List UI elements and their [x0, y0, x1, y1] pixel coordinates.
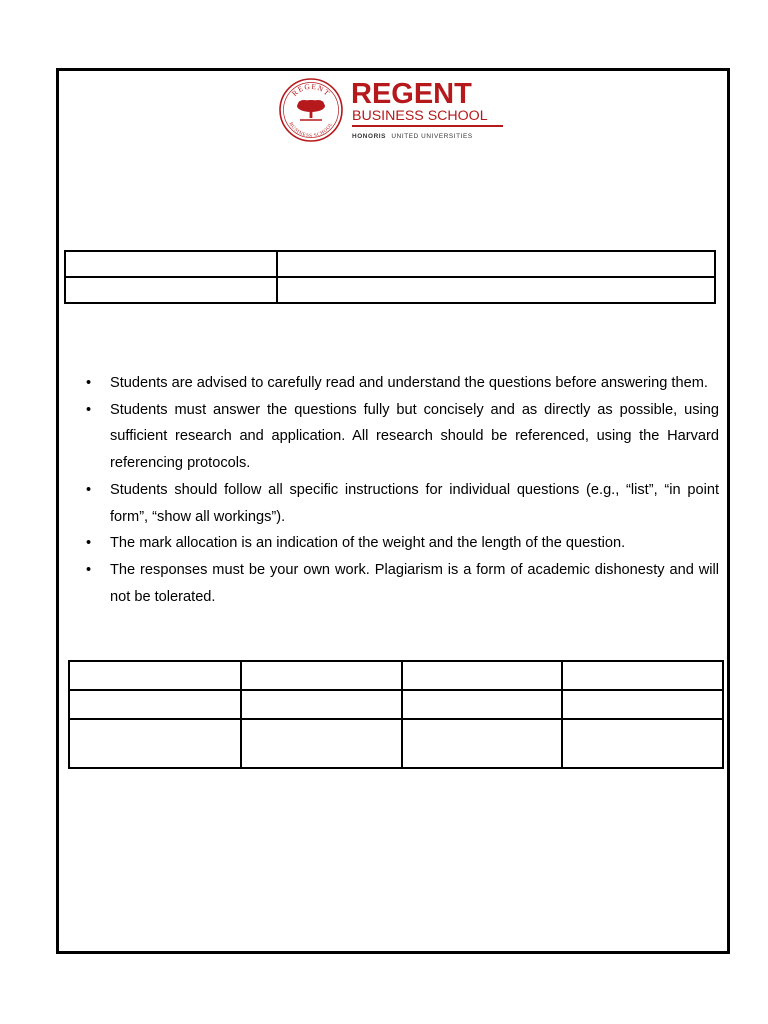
seal-bottom-text: BUSINESS SCHOOL — [287, 121, 335, 140]
table-row — [69, 661, 723, 690]
table-cell — [562, 661, 723, 690]
svg-text:REGENT — [290, 82, 332, 98]
list-item — [82, 477, 719, 530]
table-row — [65, 277, 715, 303]
instruction-text: The responses must be your own work. Plagiarism is a form of academic dishonesty and will not be tolerated. — [110, 561, 719, 605]
table-cell — [241, 690, 402, 719]
seal-top-text: REGENT — [289, 81, 333, 98]
regent-wordmark — [351, 77, 508, 143]
regent-business-school-logo — [278, 77, 508, 143]
table-cell — [277, 277, 715, 303]
marks-table — [68, 660, 724, 769]
bullet-icon: • — [86, 561, 92, 578]
table-cell — [65, 251, 277, 277]
table-cell — [241, 719, 402, 768]
list-item — [82, 557, 719, 610]
instruction-text: Students are advised to carefully read and understand the questions before answering them. — [110, 375, 708, 391]
logo-tagline-rest: UNITED UNIVERSITIES — [391, 133, 473, 140]
logo-tagline-bold: HONORIS — [352, 133, 387, 140]
table-cell — [277, 251, 715, 277]
logo-name-line1: REGENT — [351, 78, 472, 110]
table-cell — [69, 719, 241, 768]
logo-name-line2: BUSINESS SCHOOL — [352, 108, 488, 124]
logo-divider — [352, 125, 503, 127]
logo-tagline — [352, 133, 473, 140]
table-cell — [69, 690, 241, 719]
instruction-text: Students must answer the questions fully but concisely and as directly as possible, using sufficient research and application. All research should be referenced, using the Harvard referencing protocols. — [110, 401, 719, 472]
instruction-text: The mark allocation is an indication of the weight and the length of the question. — [110, 535, 626, 552]
bullet-icon: • — [86, 375, 92, 391]
instruction-text: Students should follow all specific instructions for individual questions (e.g., “list”, “in point form”, “show all workings”). — [110, 481, 719, 525]
table-cell — [402, 690, 562, 719]
table-row — [69, 719, 723, 768]
bullet-icon: • — [86, 535, 92, 552]
bullet-icon: • — [86, 401, 92, 418]
table-cell — [402, 661, 562, 690]
table-cell — [562, 690, 723, 719]
table-cell — [402, 719, 562, 768]
instructions-list — [82, 370, 719, 610]
details-table — [64, 250, 716, 304]
table-cell — [562, 719, 723, 768]
table-cell — [65, 277, 277, 303]
table-row — [69, 690, 723, 719]
bullet-icon: • — [86, 481, 92, 498]
list-item — [82, 397, 719, 477]
list-item — [82, 370, 719, 397]
table-cell — [69, 661, 241, 690]
regent-seal-icon — [278, 77, 344, 143]
list-item — [82, 530, 719, 557]
table-row — [65, 251, 715, 277]
tree-icon — [297, 100, 325, 120]
table-cell — [241, 661, 402, 690]
